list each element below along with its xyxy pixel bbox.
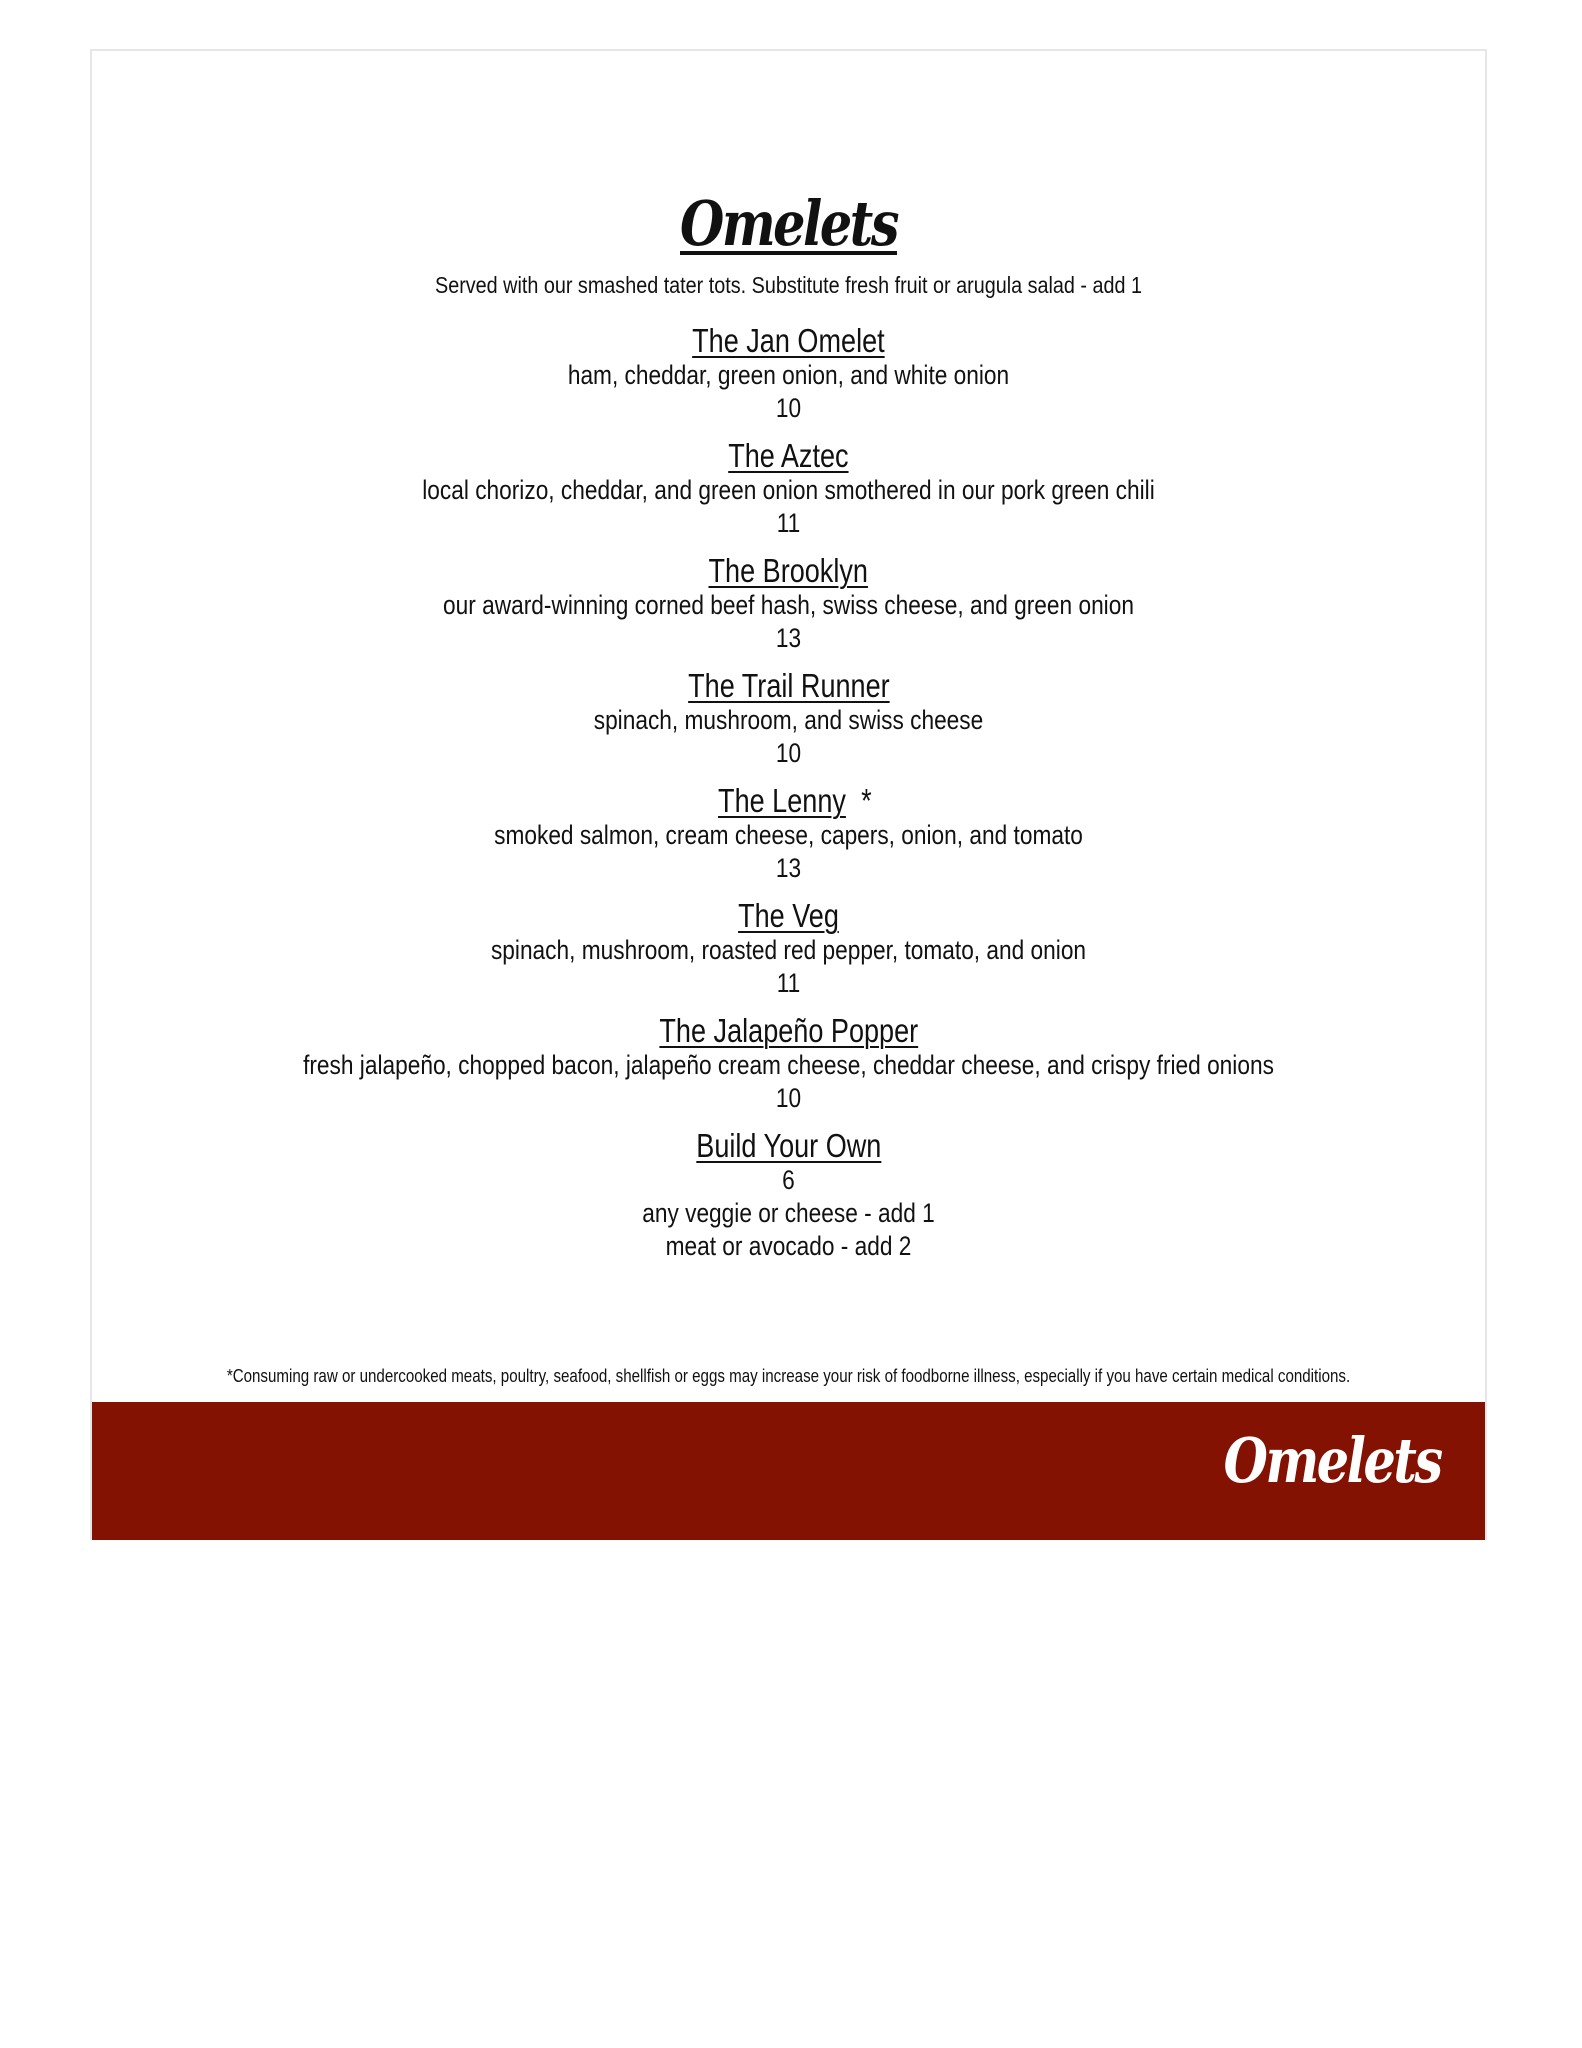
item-price: 10 — [775, 738, 802, 768]
item-name: The Trail Runner — [687, 667, 890, 704]
footer-logo: Omelets — [1224, 1424, 1441, 1497]
item-name-text: The Lenny — [718, 782, 847, 819]
menu-items — [92, 323, 1485, 1276]
item-description: ham, cheddar, green onion, and white onion — [567, 360, 1010, 390]
item-price: 13 — [775, 623, 802, 653]
menu-item — [92, 668, 1485, 770]
item-description: spinach, mushroom, roasted red pepper, tomato, and onion — [490, 935, 1087, 965]
menu-item — [92, 438, 1485, 540]
item-price: 11 — [776, 968, 801, 998]
item-description: our award-winning corned beef hash, swiss cheese, and green onion — [443, 590, 1134, 620]
item-addon: any veggie or cheese - add 1 — [642, 1198, 935, 1228]
menu-item — [92, 783, 1485, 885]
item-name: The Aztec — [728, 437, 849, 474]
item-name: The Jan Omelet — [692, 322, 885, 359]
item-price: 6 — [782, 1165, 795, 1195]
item-price: 13 — [775, 853, 802, 883]
item-addon: meat or avocado - add 2 — [665, 1231, 912, 1261]
item-price: 10 — [775, 1083, 802, 1113]
item-price: 11 — [776, 508, 801, 538]
menu-card — [90, 49, 1487, 1540]
item-price: 10 — [775, 393, 802, 423]
menu-item — [92, 1013, 1485, 1115]
item-name: The Brooklyn — [708, 552, 869, 589]
menu-item-build-your-own — [92, 1128, 1485, 1263]
page-title: Omelets — [680, 187, 897, 260]
menu-item — [92, 323, 1485, 425]
footer-band — [92, 1402, 1485, 1540]
item-description: local chorizo, cheddar, and green onion smothered in our pork green chili — [422, 475, 1155, 505]
health-disclaimer: *Consuming raw or undercooked meats, poultry, seafood, shellfish or eggs may increase your risk of foodborne illness, especially if you have certain medical conditions. — [226, 1366, 1351, 1386]
menu-item — [92, 898, 1485, 1000]
item-description: fresh jalapeño, chopped bacon, jalapeño cream cheese, cheddar cheese, and crispy fried onions — [303, 1050, 1274, 1080]
item-name-asterisk: * — [861, 782, 872, 819]
item-name: Build Your Own — [695, 1127, 882, 1164]
item-description: smoked salmon, cream cheese, capers, onion, and tomato — [494, 820, 1083, 850]
item-name: The Jalapeño Popper — [659, 1012, 918, 1049]
menu-item — [92, 553, 1485, 655]
item-description: spinach, mushroom, and swiss cheese — [593, 705, 984, 735]
menu-subtitle: Served with our smashed tater tots. Substitute fresh fruit or arugula salad - add 1 — [435, 272, 1142, 298]
item-name — [718, 783, 846, 819]
item-name: The Veg — [738, 897, 839, 934]
